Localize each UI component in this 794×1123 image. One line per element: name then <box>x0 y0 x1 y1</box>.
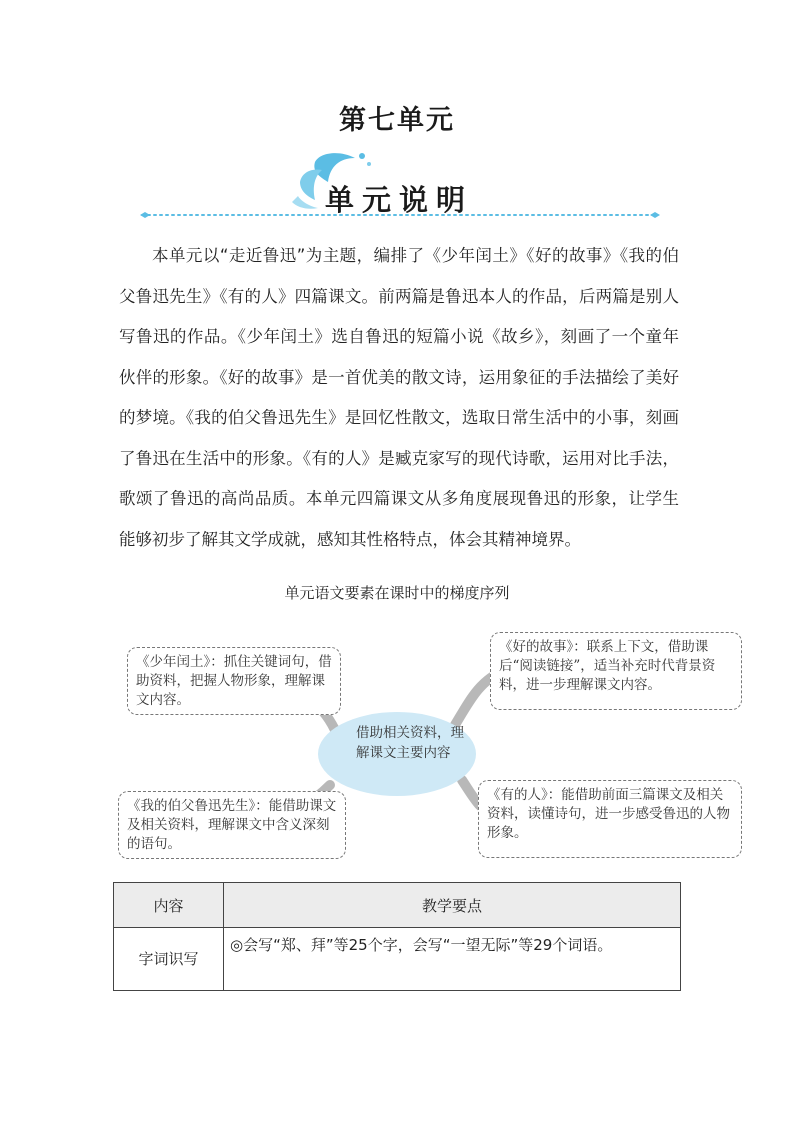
table-cell-point: ◎会写“郑、拜”等25个字，会写“一望无际”等29个词语。 <box>224 928 681 991</box>
mindmap-box-top-left <box>127 647 341 715</box>
mindmap-box-top-left-text: 《少年闰土》：抓住关键词句，借助资料，把握人物形象，理解课文内容。 <box>136 654 332 708</box>
teaching-points-table <box>113 882 681 991</box>
mindmap-box-bottom-right-text: 《有的人》：能借助前面三篇课文及相关资料，读懂诗句，进一步感受鲁迅的人物形象。 <box>487 787 730 841</box>
mindmap-box-bottom-left-text: 《我的伯父鲁迅先生》：能借助课文及相关资料，理解课文中含义深刻的语句。 <box>127 798 337 852</box>
unit-title: 第七单元 <box>339 105 455 136</box>
table-header-row <box>114 883 681 928</box>
table-row <box>114 928 681 991</box>
table-header-points: 教学要点 <box>224 883 681 928</box>
mindmap-title: 单元语文要素在课时中的梯度序列 <box>284 584 510 602</box>
table-header-content: 内容 <box>114 883 224 928</box>
banner-title: 单元说明 <box>325 183 474 217</box>
mindmap-box-bottom-left <box>118 791 346 859</box>
table-cell-category: 字词识写 <box>114 928 224 991</box>
mindmap-box-bottom-right <box>478 780 742 858</box>
mindmap-box-top-right-text: 《好的故事》：联系上下文，借助课后“阅读链接”，适当补充时代背景资料，进一步理解课文内容。 <box>499 639 716 693</box>
intro-paragraph: 本单元以“走近鲁迅”为主题，编排了《少年闰土》《好的故事》《我的伯父鲁迅先生》《有的人》四篇课文。前两篇是鲁迅本人的作品，后两篇是别人写鲁迅的作品。《少年闰土》选自鲁迅的短篇小说《故乡》，刻画了一个童年伙伴的形象。《好的故事》是一首优美的散文诗，运用象征的手法描绘了美好的梦境。《我的伯父鲁迅先生》是回忆性散文，选取日常生活中的小事，刻画了鲁迅在生活中的形象。《有的人》是臧克家写的现代诗歌，运用对比手法，歌颂了鲁迅的高尚品质。本单元四篇课文从多角度展现鲁迅的形象，让学生能够初步了解其文学成就，感知其性格特点，体会其精神境界。 <box>119 246 679 549</box>
mindmap-center-text: 借助相关资料，理解课文主要内容 <box>356 725 464 761</box>
mindmap-box-top-right <box>490 632 742 710</box>
